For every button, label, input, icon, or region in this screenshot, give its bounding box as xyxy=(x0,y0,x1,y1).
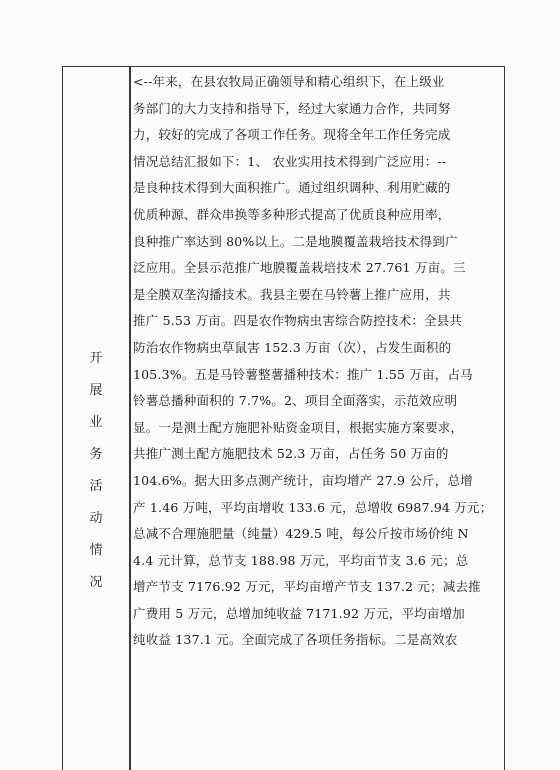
text-line: 铃薯总播种面积的 7.7%。2、项目全面落实，示范效应明 xyxy=(133,393,458,409)
text-line: 104.6%。据大田多点测产统计，亩均增产 27.9 公斤，总增 xyxy=(133,472,473,488)
row-label-business-activities xyxy=(63,343,129,599)
text-line: 力，较好的完成了各项工作任务。现将全年工作任务完成 xyxy=(133,127,451,143)
row-label-char: 开 xyxy=(89,351,103,366)
row-label-char: 动 xyxy=(89,511,103,526)
row-label-char: 业 xyxy=(89,415,103,430)
row-label-char: 务 xyxy=(89,447,103,462)
text-line: 总减不合理施肥量（纯量）429.5 吨，每公斤按市场价纯 N xyxy=(133,526,469,542)
row-label-char: 情 xyxy=(89,543,103,558)
text-line: <--年来，在县农牧局正确领导和精心组织下，在上级业 xyxy=(133,74,445,89)
text-line: 情况总结汇报如下：1、 农业实用技术得到广泛应用：-- xyxy=(133,153,447,169)
text-line: 良种推广率达到 80%以上。二是地膜覆盖栽培技术得到广 xyxy=(133,233,458,249)
text-line: 纯收益 137.1 元。全面完成了各项任务指标。二是高效农 xyxy=(133,632,458,648)
text-line: 泛应用。全县示范推广地膜覆盖栽培技术 27.761 万亩。三 xyxy=(133,260,466,276)
column-divider xyxy=(129,67,131,770)
text-line: 共推广测土配方施肥技术 52.3 万亩，占任务 50 万亩的 xyxy=(133,446,449,462)
text-line: 务部门的大力支持和指导下，经过大家通力合作，共同努 xyxy=(133,100,451,116)
row-label-char: 活 xyxy=(89,479,103,494)
text-line: 防治农作物病虫草鼠害 152.3 万亩（次），占发生面积的 xyxy=(133,339,452,355)
text-line: 4.4 元计算，总节支 188.98 万元，平均亩节支 3.6 元；总 xyxy=(133,552,469,568)
text-line: 是全膜双垄沟播技术。我县主要在马铃薯上推广应用，共 xyxy=(133,286,451,302)
text-line: 推广 5.53 万亩。四是农作物病虫害综合防控技术：全县共 xyxy=(133,313,463,329)
text-line: 产 1.46 万吨，平均亩增收 133.6 元，总增收 6987.94 万元； xyxy=(133,499,493,515)
text-line: 105.3%。五是马铃薯整薯播种技术：推广 1.55 万亩，占马 xyxy=(133,366,473,382)
work-report-table xyxy=(62,66,505,770)
text-line: 广费用 5 万元，总增加纯收益 7171.92 万元，平均亩增加 xyxy=(133,605,465,621)
text-line: 增产节支 7176.92 万元，平均亩增产节支 137.2 元；减去推 xyxy=(133,579,481,595)
row-label-char: 展 xyxy=(89,383,103,398)
text-line: 显。一是测土配方施肥补贴资金项目，根据实施方案要求， xyxy=(133,419,464,435)
activity-description xyxy=(133,69,501,654)
row-label-char: 况 xyxy=(89,575,103,590)
text-line: 优质种源、群众串换等多种形式提高了优质良种应用率， xyxy=(133,206,451,222)
text-line: 是良种技术得到大面积推广。通过组织调种、利用贮藏的 xyxy=(133,180,451,196)
